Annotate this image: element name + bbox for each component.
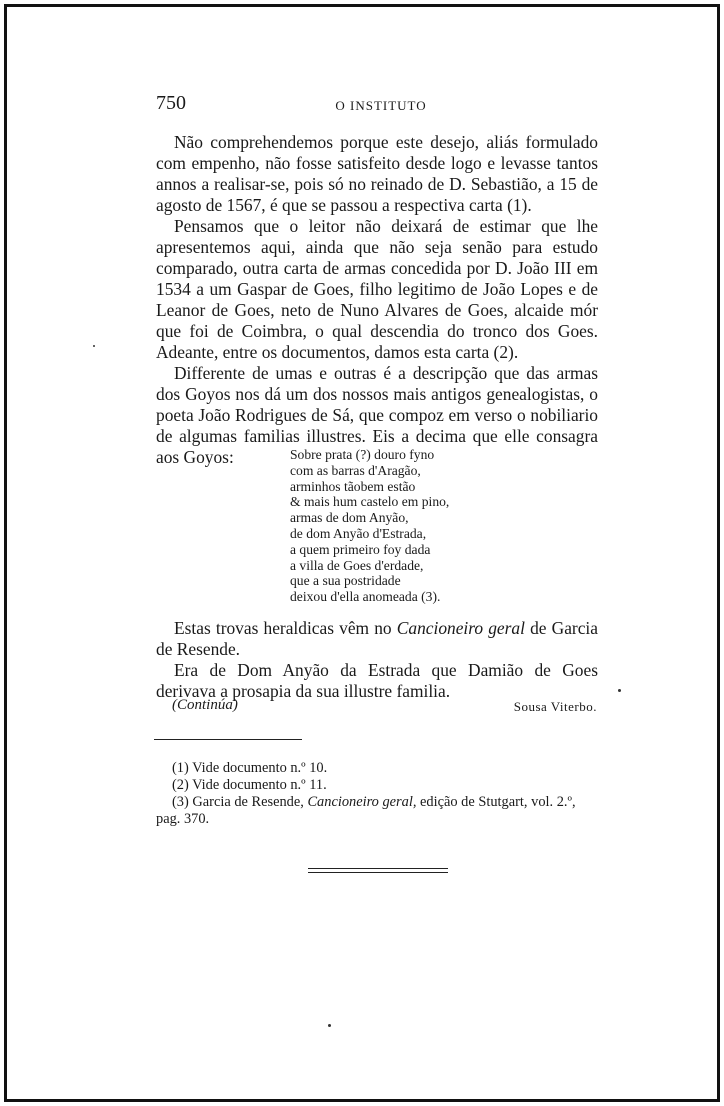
- poem-line: Sobre prata (?) douro fyno: [290, 447, 435, 462]
- text-run: de Garcia de Resende.: [156, 618, 598, 659]
- poem-line: que a sua postridade: [290, 573, 401, 589]
- poem-line: a villa de Goes d'erdade,: [290, 557, 424, 573]
- author-signature: Sousa Viterbo.: [513, 699, 597, 714]
- footnote-continuation: pag. 370.: [156, 811, 210, 827]
- page-header: [156, 92, 596, 116]
- continua-note: (Continúa): [172, 697, 238, 713]
- poem-line: armas de dom Anyão,: [290, 510, 409, 526]
- footnote: (1) Vide documento n.º 10.: [172, 760, 328, 776]
- page-number: 750: [156, 92, 186, 114]
- poem-line: arminhos tãobem estão: [290, 478, 416, 494]
- closing-text: [156, 618, 598, 702]
- speck: [328, 1024, 331, 1027]
- paragraph: [156, 618, 598, 660]
- text-run: edição de Stutgart, vol. 2.º,: [416, 794, 576, 810]
- poem-line: a quem primeiro foy dada: [290, 541, 431, 557]
- signature-row: [172, 697, 597, 717]
- poem-line: de dom Anyão d'Estrada,: [290, 525, 427, 541]
- footnote-divider: [154, 739, 302, 740]
- poem-line: com as barras d'Aragão,: [290, 462, 421, 478]
- main-text: [156, 132, 598, 468]
- end-rule-top: [308, 868, 448, 869]
- paragraph: Não comprehendemos porque este desejo, aliás formulado com empenho, não fosse satisfeito desde logo e levasse tantos annos a realisar-se, pois só no reinado de D. Sebastião, a 15 de agosto de 1567, é que se passou a respectiva carta (1).: [156, 132, 598, 215]
- running-title: O INSTITUTO: [335, 98, 427, 113]
- book-title: Cancioneiro geral: [396, 618, 525, 638]
- book-title: Cancioneiro geral,: [307, 794, 417, 810]
- paragraph: Differente de umas e outras é a descripção que das armas dos Goyos nos dá um dos nossos mais antigos genealogistas, o poeta João Rodrigues de Sá, que compoz em verso o nobiliario de algumas familias illustres. Eis a decima que elle consagra aos Goyos:: [156, 363, 598, 467]
- poem-line: deixou d'ella anomeada (3).: [290, 589, 441, 605]
- text-run: Estas trovas heraldicas vêm no: [174, 618, 397, 638]
- paragraph: Era de Dom Anyão da Estrada que Damião de Goes derivava a prosapia da sua illustre familia.: [156, 660, 598, 701]
- poem-decima: [290, 447, 530, 605]
- footnote: [172, 794, 598, 811]
- poem-line: & mais hum castelo em pino,: [290, 494, 450, 510]
- speck: [618, 689, 621, 692]
- footnote: (2) Vide documento n.º 11.: [172, 777, 327, 793]
- text-run: (3) Garcia de Resende,: [172, 794, 308, 810]
- paragraph: Pensamos que o leitor não deixará de estimar que lhe apresentemos aqui, ainda que não seja senão para estudo comparado, outra carta de armas concedida por D. João III em 1534 a um Gaspar de Goes, filho legitimo de João Lopes e de Leanor de Goes, neto de Nuno Alvares de Goes, alcaide mór que foi de Coimbra, o qual descendia do tronco dos Goes. Adeante, entre os documentos, damos esta carta (2).: [156, 216, 598, 362]
- end-rule-bottom: [308, 872, 448, 873]
- speck: [93, 345, 95, 347]
- footnotes: [156, 760, 598, 828]
